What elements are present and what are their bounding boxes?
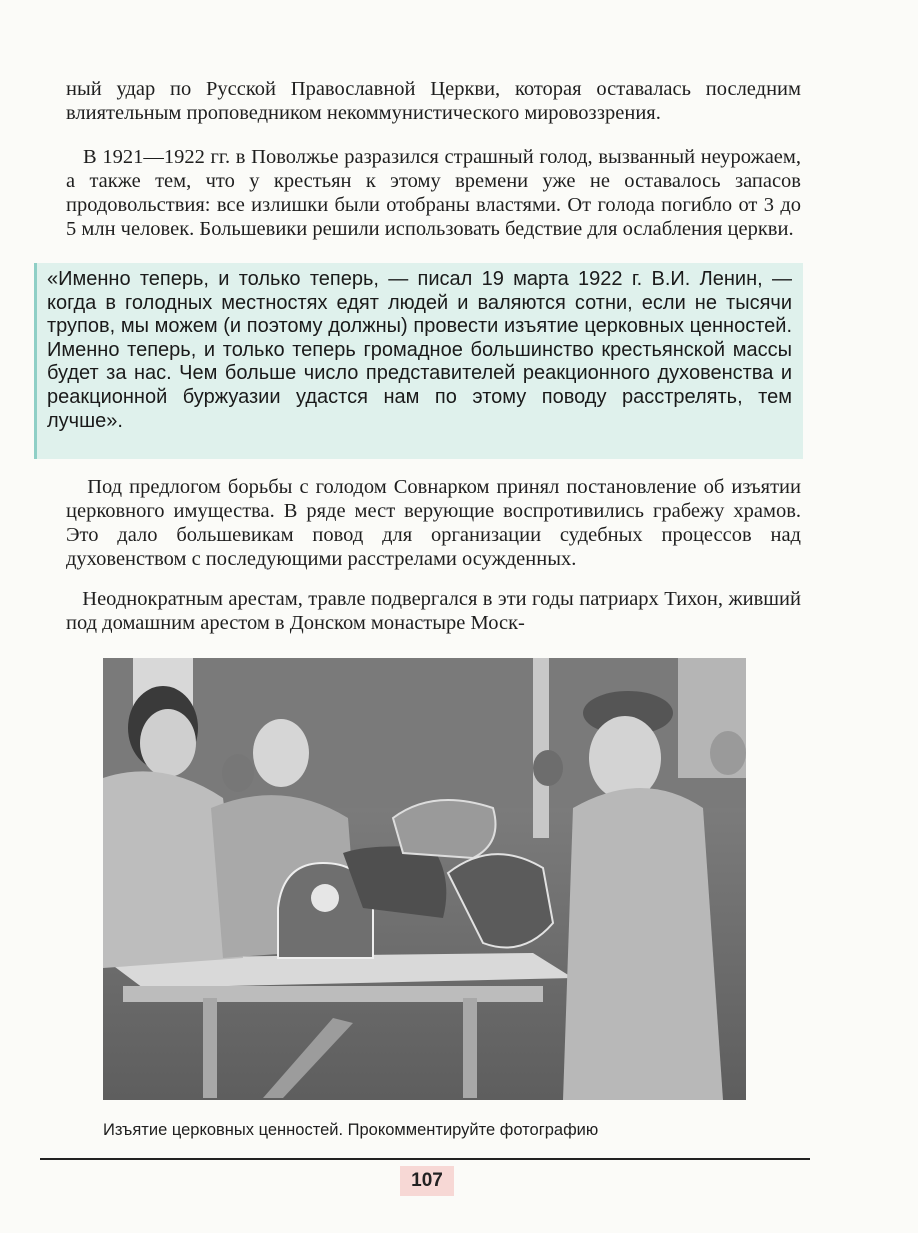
photo-caption: Изъятие церковных ценностей. Прокомментируйте фотографию [103, 1121, 599, 1139]
lenin-quote: «Именно теперь, и только теперь, — писал 19 марта 1922 г. В.И. Ленин, — когда в голодных местностях едят людей и валяются сотни, если не тысячи трупов, мы можем (и поэтому должны) провести изъятие церковных ценностей. Именно теперь, и только теперь громадное большинство крестьянской массы будет за нас. Чем больше число представителей реакционного духовенства и реакционной буржуазии удастся нам по этому поводу расстрелять, тем лучше». [47, 268, 792, 432]
paragraph-intro: ный удар по Русской Православной Церкви, которая оставалась последним влиятельным проповедником некоммунистического мировоззрения. [66, 78, 801, 124]
paragraph-tikhon: Неоднократным арестам, травле подвергался в эти годы патриарх Тихон, живший под домашним арестом в Донском монастыре Моск- [66, 588, 801, 634]
footer-divider [40, 1158, 810, 1160]
paragraph-sovnarkom: Под предлогом борьбы с голодом Совнарком принял постановление об изъятии церковного имущества. В ряде мест верующие воспротивились грабежу храмов. Это дало большевикам повод для организации судебных процессов над духовенством с последующими расстрелами осужденных. [66, 476, 801, 570]
paragraph-famine: В 1921—1922 гг. в Поволжье разразился страшный голод, вызванный неурожаем, а также тем, что у крестьян к этому времени уже не оставалось запасов продовольствия: все излишки были отобраны властями. От голода погибло от 3 до 5 млн человек. Большевики решили использовать бедствие для ослабления церкви. [66, 146, 801, 240]
historical-photo [103, 658, 746, 1100]
page-number: 107 [400, 1166, 454, 1196]
